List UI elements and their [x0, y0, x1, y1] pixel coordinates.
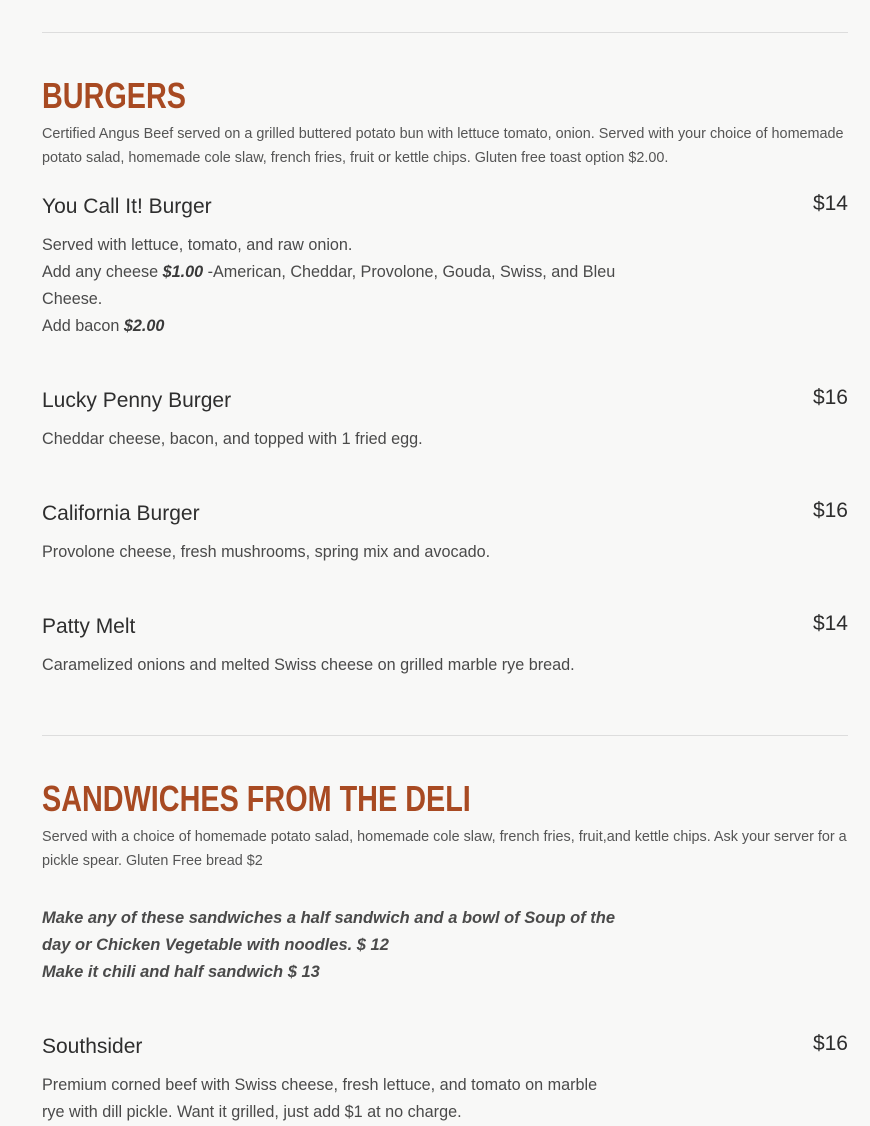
divider-middle: [42, 735, 848, 736]
menu-item-name: California Burger: [42, 502, 200, 525]
section-description-sandwiches: Served with a choice of homemade potato salad, homemade cole slaw, french fries, fruit,and kettle chips. Ask your server for a pickle spear. Gluten Free bread $2: [42, 829, 847, 869]
half-sandwich-note: [42, 905, 642, 986]
item-description-line: [42, 259, 622, 313]
section-title-sandwiches: SANDWICHES FROM THE DELI: [42, 778, 471, 819]
menu-item-price: $16: [812, 386, 848, 409]
menu-item-name: Lucky Penny Burger: [42, 389, 232, 412]
menu-item-description: Caramelized onions and melted Swiss cheese on grilled marble rye bread.: [42, 656, 575, 674]
section-description-burgers: Certified Angus Beef served on a grilled buttered potato bun with lettuce tomato, onion. Served with your choice of homemade potato salad, homemade cole slaw, french fries, fruit or kettle chips. Gluten free toast option $2.00.: [42, 126, 844, 166]
bacon-price: $2.00: [123, 317, 165, 335]
menu-item-name: You Call It! Burger: [42, 195, 212, 218]
divider-top: [42, 32, 848, 33]
menu-item-price: $16: [812, 499, 848, 522]
description-text: Add any cheese: [42, 263, 163, 281]
menu-item-description: Cheddar cheese, bacon, and topped with 1 fried egg.: [42, 430, 423, 448]
note-line: Make any of these sandwiches a half sandwich and a bowl of Soup of the day or Chicken Vegetable with noodles. $ 12: [42, 909, 616, 954]
note-line: Make it chili and half sandwich $ 13: [42, 963, 320, 981]
menu-item-name: Southsider: [42, 1035, 143, 1058]
item-description-line: Served with lettuce, tomato, and raw onion.: [42, 236, 353, 254]
section-title-burgers: BURGERS: [42, 75, 187, 116]
menu-item-price: $14: [812, 192, 848, 215]
description-text: Add bacon: [42, 317, 124, 335]
cheese-price: $1.00: [162, 263, 204, 281]
menu-item-description: [42, 232, 622, 340]
menu-item-description: Provolone cheese, fresh mushrooms, spring mix and avocado.: [42, 543, 491, 561]
menu-item-name: Patty Melt: [42, 615, 136, 638]
menu-item-description: Premium corned beef with Swiss cheese, fresh lettuce, and tomato on marble rye with dill pickle. Want it grilled, just add $1 at no charge.: [42, 1076, 598, 1121]
item-description-line: [42, 313, 622, 340]
menu-item-price: $14: [812, 612, 848, 635]
description-text: -American, Cheddar, Provolone, Gouda, Swiss, and Bleu Cheese.: [42, 263, 616, 308]
menu-item-price: $16: [812, 1032, 848, 1055]
